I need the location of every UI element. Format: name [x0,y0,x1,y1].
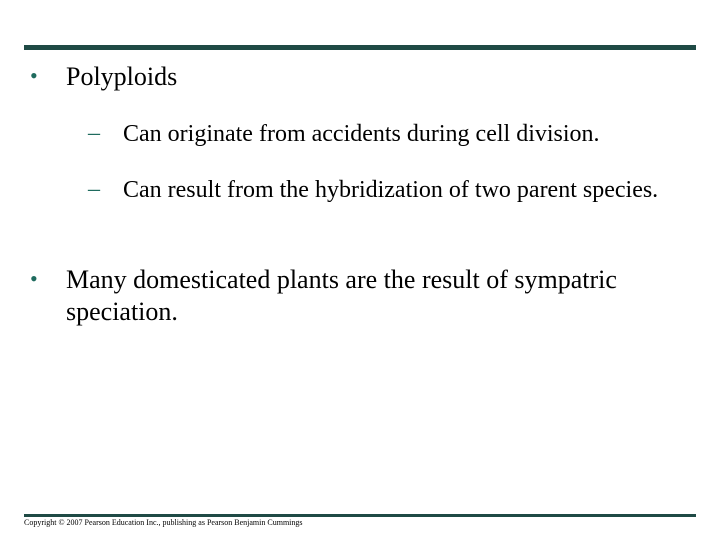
bullet-icon: • [30,63,38,88]
bullet-item-domesticated-plants [30,264,666,328]
sub-bullet-item [88,118,720,150]
bullet-item-polyploids [30,61,666,93]
sub-bullet-item [88,174,683,206]
bullet-text: Many domesticated plants are the result of sympatric speciation. [66,265,617,326]
copyright-footer: Copyright © 2007 Pearson Education Inc., publishing as Pearson Benjamin Cummings [24,518,303,527]
sub-bullet-text: Can originate from accidents during cell division. [123,121,600,147]
bullet-icon: • [30,266,38,291]
dash-icon: – [88,120,100,146]
sub-bullet-text: Can result from the hybridization of two parent species. [123,177,659,203]
dash-icon: – [88,176,100,202]
bullet-text: Polyploids [66,62,178,91]
